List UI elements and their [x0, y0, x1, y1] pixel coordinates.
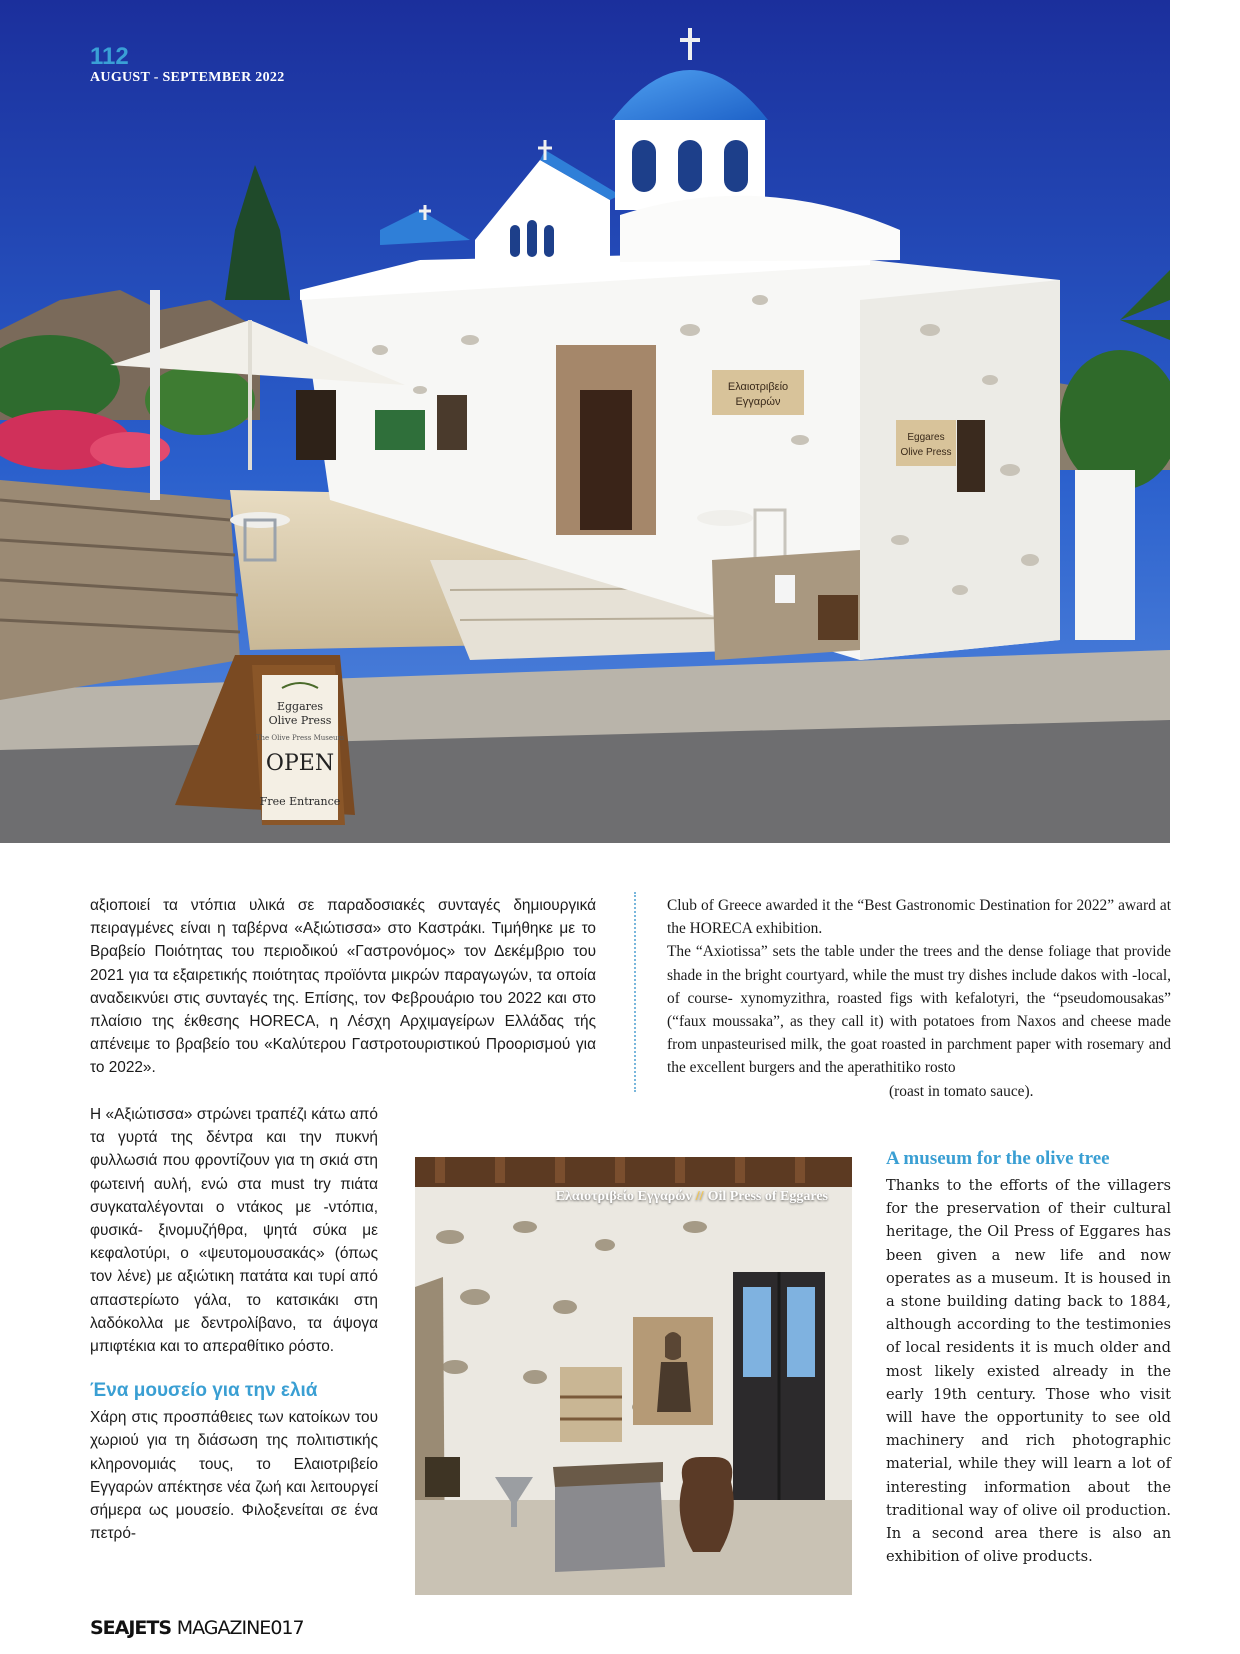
photo-caption	[556, 1189, 828, 1205]
english-column-narrow	[886, 1146, 1171, 1568]
english-paragraph-2: The “Axiotissa” sets the table under the trees and the dense foliage that provide shade in the bright courtyard, while the must try dishes include dakos with -local, of course- xynomyzithra, roasted figs with kefalotyri, the “pseudomousakas” (“faux moussaka”, as they call it) with potatoes from Naxos and cheese made from unpasteurised milk, the goat roasted in parchment paper with rosemary and the excellent burgers and the aperathitiko rosto	[667, 943, 1171, 1077]
footer-brand: SEAJETS	[90, 1617, 172, 1639]
greek-section-heading: Ένα μουσείο για την ελιά	[90, 1380, 318, 1402]
caption-separator: //	[695, 1189, 704, 1204]
greek-paragraph-2: Η «Αξιώτισσα» στρώνει τραπέζι κάτω από τα γυρτά της δέντρα και την πυκνή φυλλωσιά που φροντίζουν για τη σκιά στη φωτεινή αυλή, ενώ στα must try πιάτα συγκαταλέγονται ο ντάκος με -ντόπια, φυσικά- ξινομυζήθρα, ψητά σύκα με κεφαλοτύρι, ο «ψευτομουσακάς» (όπως τον λένε) με αξιώτικη πατάτα και τυρί από απαστερίωτο γάλα, το κατσικάκι στη λαδόκολλα με δεντρολίβανο, τα άψογα μπιφτέκια και το απεραθίτικο ρόστο.	[90, 1106, 378, 1356]
sign-line-3: The Olive Press Museum	[255, 734, 345, 742]
museum-interior-illustration	[415, 1157, 852, 1595]
footer-magazine: MAGAZINE	[176, 1617, 271, 1639]
wall-sign-1-line-1: Ελαιοτριβείο	[727, 381, 789, 393]
greek-column-narrow	[90, 1103, 378, 1545]
english-paragraph-1: Club of Greece awarded it the “Best Gastronomic Destination for 2022” award at the HORECA exhibition.	[667, 897, 1171, 938]
english-paragraph-2-end: (roast in tomato sauce).	[889, 1082, 1034, 1100]
sign-line-2: Olive Press	[268, 714, 332, 727]
caption-greek: Ελαιοτριβείο Εγγαρών	[555, 1189, 692, 1204]
english-section-heading: A museum for the olive tree	[886, 1148, 1110, 1169]
wall-sign-1-line-2: Εγγαρών	[735, 396, 781, 408]
wall-sign-2-line-2: Olive Press	[900, 447, 952, 458]
chapel-illustration	[0, 0, 1170, 843]
english-paragraph-3: Thanks to the efforts of the villagers for the preservation of their cultural heritage, the Oil Press of Eggares has been given a new life and now operates as a museum. It is housed in a stone building dating back to 1884, although according to the testimonies of local residents it is much older and most likely existed already in the early 19th century. Those who visit will have the opportunity to see old machinery and rich photographic material, while they will learn a lot of interesting information about the traditional way of olive oil production. In a second area there is also an exhibition of olive products.	[886, 1177, 1171, 1566]
sign-line-5: Free Entrance	[259, 795, 341, 808]
sign-line-1: Eggares	[276, 700, 324, 713]
page-number: 112	[90, 43, 129, 70]
inset-photo	[415, 1157, 852, 1595]
column-divider	[634, 892, 636, 1092]
greek-column-top	[90, 894, 596, 1080]
caption-english: Oil Press of Eggares	[707, 1189, 828, 1204]
english-column-top	[667, 894, 1171, 1103]
footer-issue-number: 017	[270, 1617, 304, 1639]
hero-photo	[0, 0, 1170, 843]
greek-paragraph-1: αξιοποιεί τα ντόπια υλικά σε παραδοσιακές συνταγές δημιουργικά πειραγμένες είναι η ταβέρνα «Αξιώτισσα» στο Καστράκι. Τιμήθηκε με το Βραβείο Ποιότητας του περιοδικού «Γαστρονόμος» τον Δεκέμβριο του 2021 για τα εξαιρετικής ποιότητας προϊόντα μικρών παραγωγών, τα οποία αναδεικνύει στις συνταγές της. Επίσης, τον Φεβρουάριο του 2022 και στο πλαίσιο της έκθεσης HORECA, η Λέσχη Αρχιμαγείρων Ελλάδας τής απένειμε το βραβείο του «Καλύτερου Γαστροτουριστικού Προορισμού για το 2022».	[90, 897, 596, 1077]
issue-header	[90, 44, 285, 86]
sign-line-4: OPEN	[265, 751, 335, 776]
magazine-footer	[90, 1617, 304, 1639]
greek-paragraph-3: Χάρη στις προσπάθειες των κατοίκων του χωριού για τη διάσωση της πολιτιστικής κληρονομιάς τους, το Ελαιοτριβείο Εγγαρών απέκτησε νέα ζωή και λειτουργεί σήμερα ως μουσείο. Φιλοξενείται σε ένα πετρό-	[90, 1409, 378, 1543]
wall-sign-2-line-1: Eggares	[907, 432, 945, 443]
issue-date: AUGUST - SEPTEMBER 2022	[90, 70, 285, 85]
